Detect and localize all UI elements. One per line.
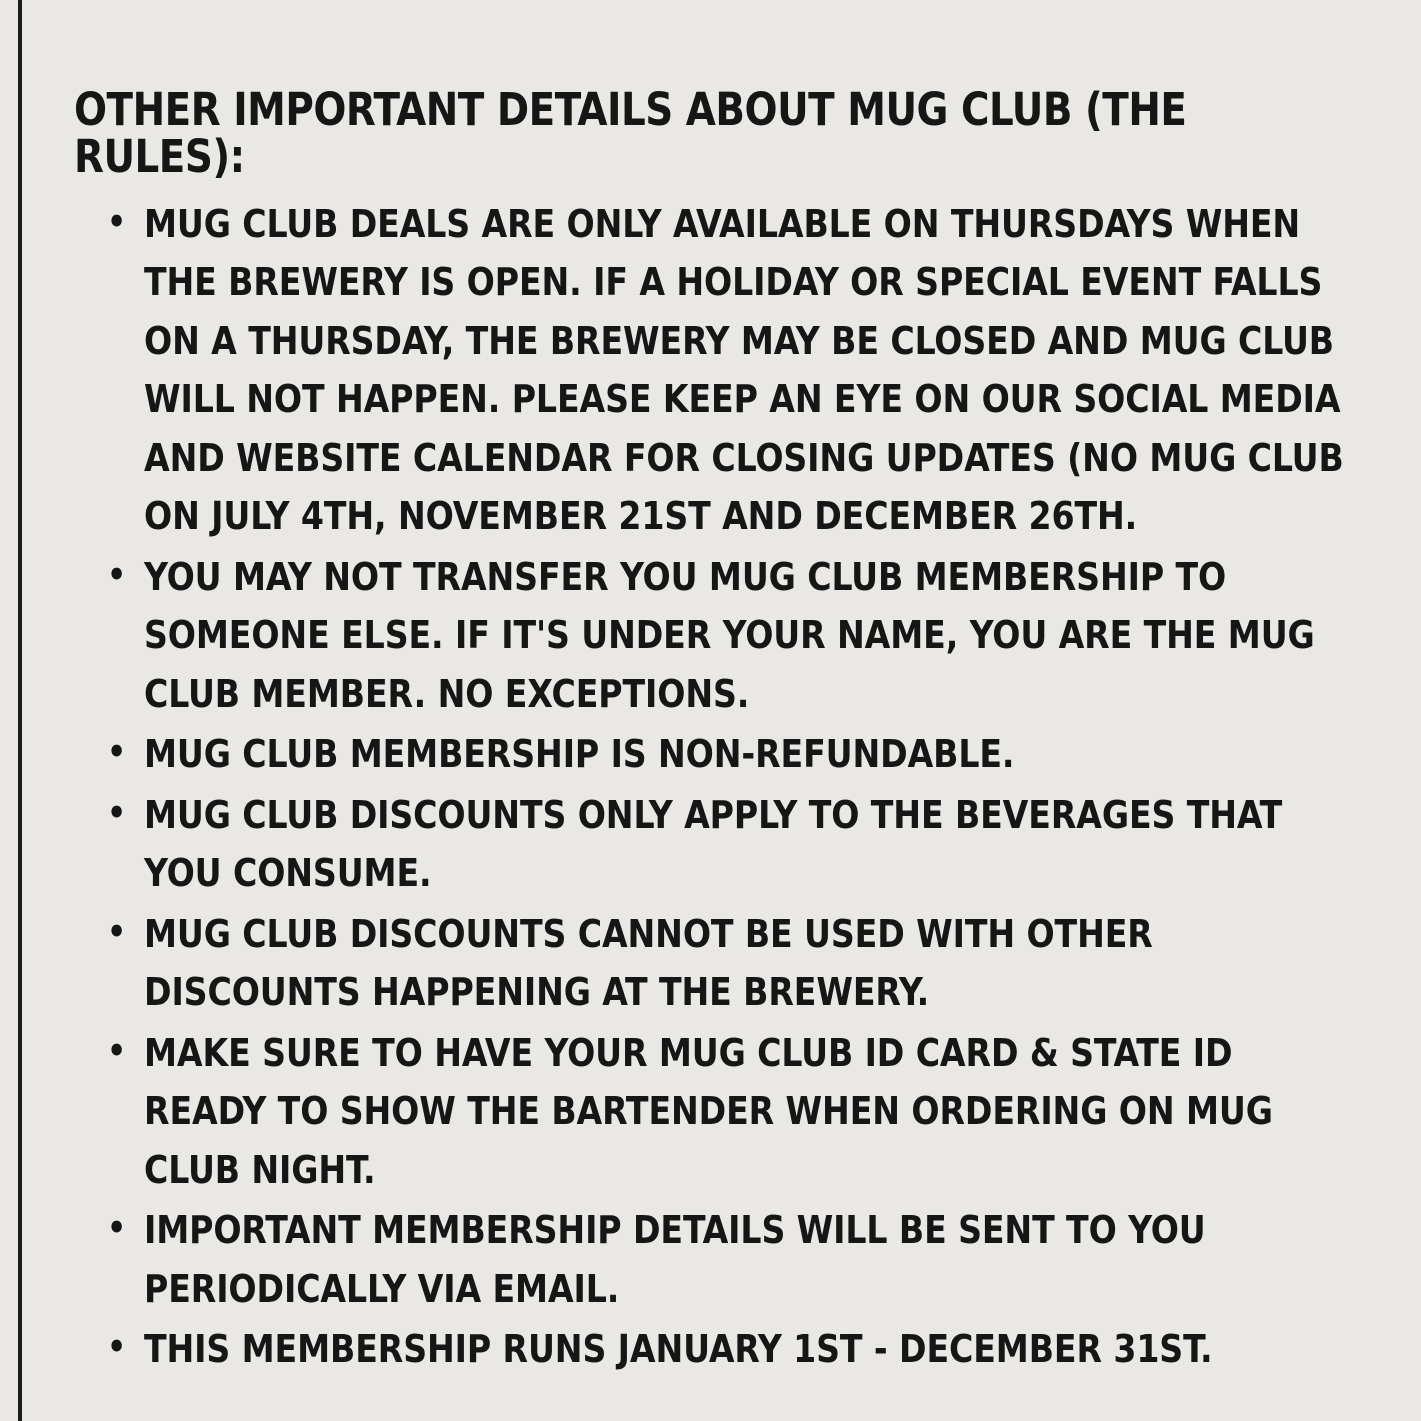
list-item: • IMPORTANT MEMBERSHIP DETAILS WILL BE SENT TO YOU PERIODICALLY VIA EMAIL. bbox=[144, 1201, 1347, 1318]
left-margin bbox=[0, 0, 22, 1421]
list-item: • THIS MEMBERSHIP RUNS JANUARY 1ST - DECEMBER 31ST. bbox=[144, 1320, 1347, 1379]
document-content bbox=[74, 83, 1384, 1381]
list-item: • YOU MAY NOT TRANSFER YOU MUG CLUB MEMBERSHIP TO SOMEONE ELSE. IF IT'S UNDER YOUR NAME, YOU ARE THE MUG CLUB MEMBER. NO EXCEPTIONS. bbox=[144, 548, 1347, 724]
rules-document bbox=[22, 0, 1421, 1421]
list-item: • MUG CLUB DISCOUNTS ONLY APPLY TO THE BEVERAGES THAT YOU CONSUME. bbox=[144, 786, 1347, 903]
page-title: OTHER IMPORTANT DETAILS ABOUT MUG CLUB (THE RULES): bbox=[74, 83, 1187, 184]
list-item: • MAKE SURE TO HAVE YOUR MUG CLUB ID CARD & STATE ID READY TO SHOW THE BARTENDER WHEN ORDERING ON MUG CLUB NIGHT. bbox=[144, 1024, 1347, 1200]
list-item: • MUG CLUB DEALS ARE ONLY AVAILABLE ON THURSDAYS WHEN THE BREWERY IS OPEN. IF A HOLIDAY OR SPECIAL EVENT FALLS ON A THURSDAY, THE BREWERY MAY BE CLOSED AND MUG CLUB WILL NOT HAPPEN. PLEASE KEEP AN EYE ON OUR SOCIAL MEDIA AND WEBSITE CALENDAR FOR CLOSING UPDATES (NO MUG CLUB ON JULY 4TH, NOVEMBER 21ST AND DECEMBER 26TH. bbox=[144, 195, 1347, 546]
list-item: • MUG CLUB MEMBERSHIP IS NON-REFUNDABLE. bbox=[144, 725, 1347, 784]
list-item: • MUG CLUB DISCOUNTS CANNOT BE USED WITH OTHER DISCOUNTS HAPPENING AT THE BREWERY. bbox=[144, 905, 1347, 1022]
rules-list bbox=[74, 195, 1384, 1379]
